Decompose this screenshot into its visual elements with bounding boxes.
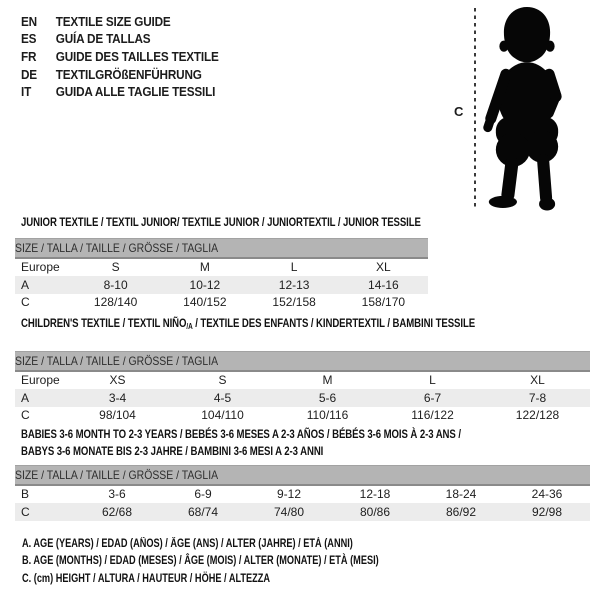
age-cell: 10-12: [160, 276, 249, 294]
height-cell: 86/92: [418, 503, 504, 521]
left-foot: [489, 196, 517, 208]
height-cell: 74/80: [246, 503, 332, 521]
height-cell: 158/170: [361, 295, 406, 310]
height-cell: 128/140: [93, 295, 138, 310]
right-ear: [546, 41, 555, 52]
age-cell: 3-4: [65, 389, 170, 407]
language-row-de: [21, 66, 219, 84]
size-cell: S: [218, 373, 227, 388]
children-title-pre: CHILDREN'S TEXTILE / TEXTIL NIÑO: [21, 316, 187, 330]
table-row: [15, 466, 590, 485]
size-header-band: [15, 239, 428, 258]
table-row: [15, 239, 428, 258]
age-cell: 4-5: [170, 389, 275, 407]
language-row-it: [21, 83, 219, 101]
height-cell: 110/116: [306, 408, 349, 423]
size-header-band: [15, 352, 590, 371]
size-cell: M: [199, 260, 210, 275]
language-row-en: [21, 13, 219, 31]
height-cell: 152/158: [272, 295, 316, 310]
size-header-text: SIZE / TALLA / TAILLE / GRÖSSE / TAGLIA: [15, 240, 219, 255]
height-cell: 98/104: [99, 408, 136, 423]
age-cell: 6-9: [194, 487, 212, 502]
size-cell: S: [111, 260, 120, 275]
junior-size-table: [15, 238, 428, 311]
footnote-line-b: B. AGE (MONTHS) / EDAD (MESES) / ÂGE (MOIS) / ALTER (MONATE) / ETÀ (MESI): [22, 555, 379, 568]
language-title-list: [21, 13, 219, 101]
toddler-shapes: [488, 7, 558, 210]
children-title-post: / TEXTILE DES ENFANTS / KINDERTEXTIL / BAMBINI TESSILE: [192, 316, 476, 330]
row-label: Europe: [21, 260, 60, 275]
row-label: A: [15, 276, 71, 294]
language-row-es: [21, 31, 219, 49]
children-title-sub: /A: [186, 322, 193, 331]
row-label: B: [21, 487, 30, 502]
size-cell: M: [322, 373, 333, 388]
footnote-line-c: C. (cm) HEIGHT / ALTURA / HAUTEUR / HÖHE / ALTEZZA: [22, 572, 271, 585]
size-header-text: SIZE / TALLA / TAILLE / GRÖSSE / TAGLIA: [15, 353, 219, 368]
footnote-line-a: A. AGE (YEARS) / EDAD (AÑOS) / ÂGE (ANS) / ALTER (JAHRE) / ETÀ (ANNI): [22, 538, 353, 550]
table-row: [15, 485, 590, 504]
right-foot: [539, 197, 555, 210]
left-leg: [508, 163, 512, 195]
row-label: C: [21, 295, 30, 310]
left-ear: [499, 41, 508, 52]
language-code: ES: [21, 32, 37, 47]
babies-size-table: [15, 465, 590, 521]
size-cell: XL: [376, 260, 391, 275]
age-cell: 6-7: [380, 389, 485, 407]
left-hand: [488, 119, 491, 128]
age-cell: 12-18: [359, 487, 391, 502]
children-section-title: [21, 316, 475, 331]
height-cell: 68/74: [160, 503, 246, 521]
language-title: TEXTILE SIZE GUIDE: [55, 14, 171, 29]
age-cell: 3-6: [108, 487, 126, 502]
size-header-band: [15, 466, 590, 485]
age-cell: 7-8: [485, 389, 590, 407]
language-title: GUÍA DE TALLAS: [55, 32, 151, 47]
age-cell: 14-16: [339, 276, 428, 294]
toddler-silhouette-icon: [481, 4, 573, 212]
size-cell: L: [429, 373, 436, 388]
babies-section-title: [21, 426, 461, 459]
language-title: GUIDE DES TAILLES TEXTILE: [55, 49, 219, 64]
language-title: GUIDA ALLE TAGLIE TESSILI: [55, 85, 216, 100]
right-leg: [543, 160, 546, 198]
age-cell: 9-12: [276, 487, 302, 502]
table-row: [15, 352, 590, 371]
table-row: [15, 371, 590, 390]
height-cell: 116/122: [411, 408, 454, 423]
head: [504, 7, 550, 62]
height-figure: [450, 0, 595, 215]
age-cell: 12-13: [250, 276, 339, 294]
footnotes: [22, 536, 379, 588]
age-cell: 8-10: [71, 276, 160, 294]
height-cell: 122/128: [515, 408, 560, 423]
language-code: EN: [21, 14, 37, 29]
row-label: A: [15, 389, 65, 407]
age-cell: 5-6: [275, 389, 380, 407]
language-title: TEXTILGRÖßENFÜHRUNG: [55, 67, 202, 82]
size-cell: XL: [530, 373, 545, 388]
table-row: [15, 389, 590, 407]
height-cell: 92/98: [504, 503, 590, 521]
children-size-table: [15, 351, 590, 424]
height-cell: 80/86: [332, 503, 418, 521]
junior-section-title: JUNIOR TEXTILE / TEXTIL JUNIOR/ TEXTILE JUNIOR / JUNIORTEXTIL / JUNIOR TESSILE: [21, 215, 421, 229]
age-cell: 18-24: [445, 487, 477, 502]
language-code: FR: [21, 49, 37, 64]
height-dashed-line-icon: [474, 8, 476, 209]
language-row-fr: [21, 48, 219, 66]
row-label: Europe: [21, 373, 60, 388]
table-row: [15, 276, 428, 294]
table-row: [15, 294, 428, 312]
language-code: DE: [21, 67, 37, 82]
row-label: C: [15, 503, 74, 521]
height-cell: 104/110: [201, 408, 244, 423]
size-cell: XS: [109, 373, 126, 388]
language-code: IT: [21, 85, 32, 100]
height-cell: 140/152: [183, 295, 227, 310]
height-marker-label: C: [454, 104, 464, 119]
table-row: [15, 503, 590, 521]
babies-title-line1: BABIES 3-6 MONTH TO 2-3 YEARS / BEBÉS 3-6 MESES A 2-3 AÑOS / BÉBÉS 3-6 MOIS À 2-3 ANS /: [21, 427, 461, 441]
table-row: [15, 258, 428, 277]
age-cell: 24-36: [531, 487, 563, 502]
size-cell: L: [290, 260, 298, 275]
row-label: C: [21, 408, 30, 423]
height-cell: 62/68: [74, 503, 160, 521]
table-row: [15, 407, 590, 425]
size-header-text: SIZE / TALLA / TAILLE / GRÖSSE / TAGLIA: [15, 467, 219, 482]
babies-title-line2: BABYS 3-6 MONATE BIS 2-3 JAHRE / BAMBINI 3-6 MESI A 2-3 ANNI: [21, 443, 324, 458]
